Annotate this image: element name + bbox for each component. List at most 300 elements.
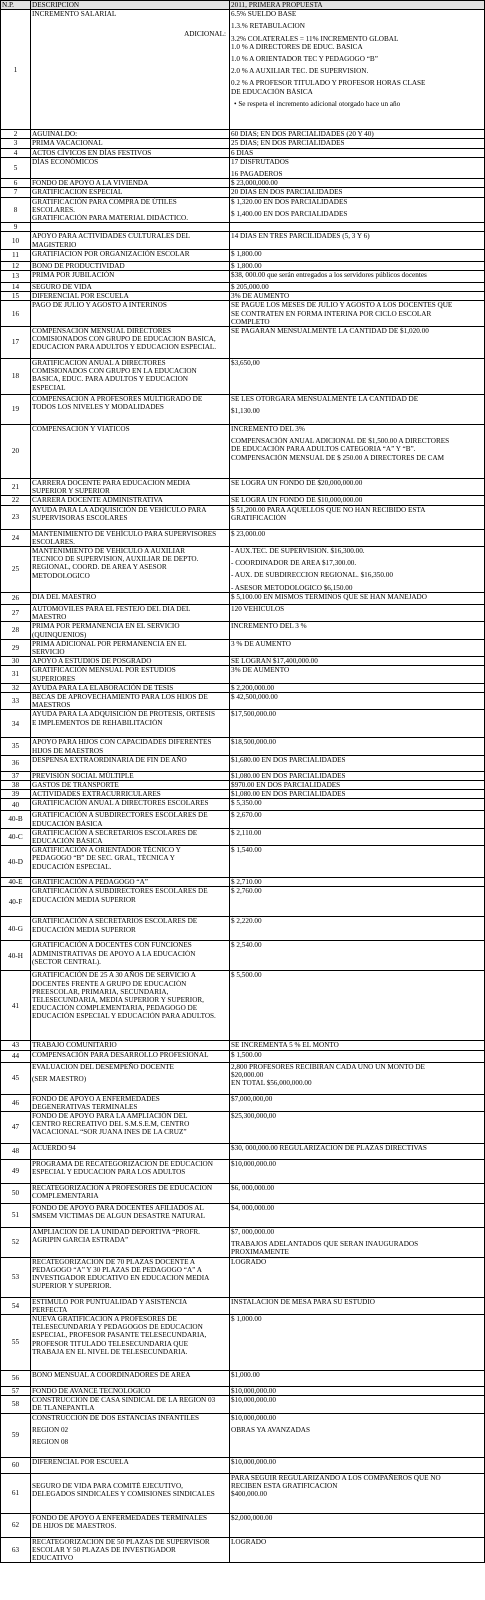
description-line: EVALUACION DEL DESEMPEÑO DOCENTE bbox=[32, 1062, 174, 1071]
table-row bbox=[1, 1111, 485, 1143]
row-proposal bbox=[230, 359, 485, 395]
description-line: EDUCACIÓN ESPECIAL. bbox=[32, 862, 112, 871]
row-proposal bbox=[230, 1386, 485, 1395]
row-description bbox=[31, 828, 230, 845]
proposal-line: PARA SEGUIR REGULARIZANDO A LOS COMPAÑEROS QUE NO bbox=[231, 1473, 441, 1482]
proposal-line: SE PAGARAN MENSUALMENTE LA CANTIDAD DE $1,020.00 bbox=[231, 327, 429, 336]
description-line: MAESTROS bbox=[32, 701, 71, 710]
description-line: ESCOLAR Y 50 PLAZAS DE INVESTIGADOR bbox=[32, 1545, 176, 1554]
proposal-line: $ 5,500.00 bbox=[231, 971, 262, 980]
proposal-line: $ 205,000.00 bbox=[231, 283, 269, 292]
table-row bbox=[1, 179, 485, 188]
row-proposal bbox=[230, 1396, 485, 1413]
table-row bbox=[1, 197, 485, 223]
row-proposal bbox=[230, 683, 485, 692]
row-description bbox=[31, 188, 230, 197]
table-row bbox=[1, 639, 485, 656]
description-line: (SER MAESTRO) bbox=[32, 1074, 87, 1083]
row-description bbox=[31, 292, 230, 301]
description-line: FONDO DE APOYO A ENFERMEDADES TERMINALES bbox=[32, 1513, 207, 1522]
row-proposal bbox=[230, 941, 485, 971]
description-line: TELESECUNDARIA Y PEDAGOGOS DE EDUCACION bbox=[32, 1323, 203, 1332]
proposal-line: 0.2 % A PROFESOR TITULADO Y PROFESOR HORAS CLASE bbox=[231, 79, 426, 88]
row-description bbox=[31, 941, 230, 971]
description-line: RECATEGORIZACION DE 70 PLAZAS DOCENTE A bbox=[32, 1257, 196, 1266]
row-number: 12 bbox=[1, 261, 31, 270]
row-proposal bbox=[230, 327, 485, 359]
row-number: 39 bbox=[1, 790, 31, 799]
row-description bbox=[31, 1227, 230, 1257]
row-proposal bbox=[230, 710, 485, 738]
row-description bbox=[31, 917, 230, 941]
row-number: 40-G bbox=[1, 917, 31, 941]
row-proposal bbox=[230, 179, 485, 188]
table-row bbox=[1, 148, 485, 157]
description-line: ESCOLARES. bbox=[32, 205, 75, 214]
row-number: 54 bbox=[1, 1297, 31, 1314]
description-line: APOYO PARA HIJOS CON CAPACIDADES DIFERENTES bbox=[32, 738, 212, 747]
row-description bbox=[31, 622, 230, 639]
row-proposal bbox=[230, 846, 485, 878]
row-proposal bbox=[230, 496, 485, 505]
table-header-row bbox=[1, 1, 485, 10]
row-proposal bbox=[230, 1050, 485, 1062]
proposal-line: • Se respeta el incremento adicional otorgado hace un año bbox=[234, 99, 401, 108]
row-number: 22 bbox=[1, 496, 31, 505]
description-line: DIA DEL MAESTRO bbox=[32, 592, 97, 601]
row-description bbox=[31, 1041, 230, 1050]
row-number: 35 bbox=[1, 738, 31, 755]
proposal-line: 3% DE AUMENTO bbox=[231, 292, 290, 301]
row-number: 29 bbox=[1, 639, 31, 656]
description-line: EDUCATIVO bbox=[32, 1554, 74, 1562]
table-row bbox=[1, 496, 485, 505]
description-line: REGIONAL, COORD. DE AREA Y ASESOR bbox=[32, 563, 167, 572]
row-proposal bbox=[230, 771, 485, 780]
table-row bbox=[1, 529, 485, 546]
row-number: 60 bbox=[1, 1457, 31, 1473]
description-line: FONDO DE AVANCE TECNOLOGICO bbox=[32, 1386, 151, 1395]
proposal-line: $1,130.00 bbox=[231, 407, 260, 416]
proposal-line: SE LOGRA UN FONDO DE $10,000,000.00 bbox=[231, 496, 363, 505]
row-number: 41 bbox=[1, 971, 31, 1041]
table-row bbox=[1, 232, 485, 249]
description-line: ADMINISTRATIVAS DE APOYO A LA EDUCACIÓN bbox=[32, 949, 196, 958]
row-description bbox=[31, 790, 230, 799]
proposal-line: $ 1,400.00 EN DOS PARCIALIDADES bbox=[231, 209, 348, 218]
description-line: GRATIFICACIÓN A PEDAGOGO “A” bbox=[32, 878, 148, 887]
description-line: AYUDA PARA LA ELABORACIÓN DE TESIS bbox=[32, 683, 174, 692]
row-description bbox=[31, 592, 230, 604]
table-row bbox=[1, 271, 485, 283]
row-description bbox=[31, 1457, 230, 1473]
table-row bbox=[1, 1537, 485, 1563]
description-line: RECATEGORIZACION DE 50 PLAZAS DE SUPERVISOR bbox=[32, 1537, 210, 1546]
table-row bbox=[1, 692, 485, 709]
row-description bbox=[31, 1143, 230, 1159]
row-proposal bbox=[230, 917, 485, 941]
row-number: 40 bbox=[1, 799, 31, 811]
row-proposal bbox=[230, 232, 485, 249]
description-line: PRIMA VACACIONAL bbox=[32, 139, 103, 148]
row-number: 63 bbox=[1, 1537, 31, 1563]
table-row bbox=[1, 878, 485, 887]
row-description bbox=[31, 799, 230, 811]
table-row bbox=[1, 683, 485, 692]
description-line: PROFESOR TITULADO TELESECUNDARIA QUE bbox=[32, 1339, 189, 1348]
row-number: 50 bbox=[1, 1183, 31, 1203]
proposal-line: RECIBEN ESTA GRATIFICACION bbox=[231, 1481, 338, 1490]
row-description bbox=[31, 327, 230, 359]
description-line: DEGENERATIVAS TERMINALES bbox=[32, 1102, 138, 1111]
row-description bbox=[31, 130, 230, 139]
description-line: PREESCOLAR, PRIMARIA, SECUNDARIA, bbox=[32, 987, 169, 996]
row-proposal bbox=[230, 755, 485, 771]
row-number: 43 bbox=[1, 1041, 31, 1050]
description-line: INVESTIGADOR EDUCATIVO EN EDUCACION MEDIA bbox=[32, 1273, 210, 1282]
row-number: 31 bbox=[1, 666, 31, 683]
description-line: FONDO DE APOYO A ENFERMEDADES bbox=[32, 1094, 160, 1103]
description-line: SUPERIOR Y SUPERIOR bbox=[32, 487, 110, 496]
description-line: METODOLOGICO bbox=[32, 571, 90, 580]
row-number: 49 bbox=[1, 1159, 31, 1183]
row-description bbox=[31, 1297, 230, 1314]
row-number: 36 bbox=[1, 755, 31, 771]
description-line: CONSTRUCCION DE CASA SINDICAL DE LA REGION 03 bbox=[32, 1396, 216, 1405]
description-line: REGION 08 bbox=[32, 1438, 69, 1446]
row-description bbox=[31, 1386, 230, 1395]
row-number: 38 bbox=[1, 780, 31, 789]
row-description bbox=[31, 971, 230, 1041]
description-line: ESTIMULO POR PUNTUALIDAD Y ASISTENCIA bbox=[32, 1297, 188, 1306]
description-line: AYUDA PARA LA ADQUISICIÓN DE PROTESIS, ORTESIS bbox=[32, 710, 215, 719]
row-number: 25 bbox=[1, 547, 31, 593]
row-number: 45 bbox=[1, 1062, 31, 1094]
table-row bbox=[1, 249, 485, 261]
proposal-line: LOGRADO bbox=[231, 1257, 267, 1266]
row-number: 23 bbox=[1, 505, 31, 529]
proposal-line: 16 PAGADEROS bbox=[231, 170, 283, 179]
description-line: GRATIFICACIÓN PARA COMPRA DE ÚTILES bbox=[32, 197, 177, 206]
row-description bbox=[31, 1094, 230, 1111]
description-line: TECNICO DE SUPERVISION, AUXILIAR DE DEPTO. bbox=[32, 555, 199, 564]
table-row bbox=[1, 828, 485, 845]
description-line: GRATIFICACIÓN A SUBDIRECTORES ESCOLARES DE bbox=[32, 811, 208, 820]
row-number: 20 bbox=[1, 425, 31, 479]
proposal-line: COMPENSACIÓN ANUAL ADICIONAL DE $1,500.00 A DIRECTORES bbox=[231, 437, 450, 446]
row-number: 14 bbox=[1, 283, 31, 292]
description-line: ACUERDO 94 bbox=[32, 1143, 76, 1152]
row-proposal bbox=[230, 1159, 485, 1183]
description-line: COMISIONADOS CON GRUPO EN LA EDUCACION bbox=[32, 367, 197, 376]
row-proposal bbox=[230, 292, 485, 301]
description-line: SMSEM VICTIMAS DE ALGUN DESASTRE NATURAL bbox=[32, 1212, 205, 1221]
proposal-line: $3,650,00 bbox=[231, 359, 260, 368]
proposal-line: $30, 000,000.00 REGULARIZACION DE PLAZAS DIRECTIVAS bbox=[231, 1143, 427, 1152]
proposal-line: $1,000.00 bbox=[231, 1370, 260, 1379]
row-proposal bbox=[230, 1370, 485, 1386]
proposal-line: 17 DISFRUTADOS bbox=[231, 157, 289, 166]
description-line: DE HIJOS DE MAESTROS. bbox=[32, 1521, 117, 1530]
table-row bbox=[1, 261, 485, 270]
row-description bbox=[31, 1314, 230, 1370]
description-line: PRIMA ADICIONAL POR PERMANENCIA EN EL bbox=[32, 639, 187, 648]
description-line: GRATIFICACIÓN DE 25 A 30 AÑOS DE SERVICIO A bbox=[32, 971, 196, 980]
row-number: 48 bbox=[1, 1143, 31, 1159]
row-description bbox=[31, 547, 230, 593]
description-line: EDUCACIÓN COMPLEMENTARIA, PEDAGOGO DE bbox=[32, 1004, 198, 1013]
proposal-line: 3.2% COLATERALES = 11% INCREMENTO GLOBAL bbox=[231, 34, 399, 43]
proposal-line: INCREMENTO DEL 3% bbox=[231, 425, 305, 434]
description-line: GRATIFICACIÓN A ORIENTADOR TÉCNICO Y bbox=[32, 846, 181, 855]
row-proposal bbox=[230, 622, 485, 639]
row-proposal bbox=[230, 1537, 485, 1563]
table-row bbox=[1, 771, 485, 780]
row-description bbox=[31, 683, 230, 692]
description-line: CONSTRUCCION DE DOS ESTANCIAS INFANTILES bbox=[32, 1413, 200, 1422]
proposal-line: $18,500,000.00 bbox=[231, 738, 276, 747]
row-proposal bbox=[230, 971, 485, 1041]
row-description bbox=[31, 771, 230, 780]
proposal-line: $10,000,000.00 bbox=[231, 1413, 276, 1422]
proposal-line: $ 1,000.00 bbox=[231, 1314, 262, 1323]
description-line: COMPENSACIÓN PARA DESARROLLO PROFESIONAL bbox=[32, 1050, 209, 1059]
row-description bbox=[31, 1159, 230, 1183]
description-line: (QUINQUENIOS) bbox=[32, 630, 87, 639]
table-row bbox=[1, 1386, 485, 1395]
row-proposal bbox=[230, 197, 485, 223]
row-proposal bbox=[230, 1062, 485, 1094]
proposal-line: INSTALACION DE MESA PARA SU ESTUDIO bbox=[231, 1297, 375, 1306]
description-line: MAGISTERIO bbox=[32, 240, 77, 249]
row-description bbox=[31, 529, 230, 546]
description-line: AMPLIACION DE LA UNIDAD DEPORTIVA “PROFR. bbox=[32, 1227, 200, 1236]
table-row bbox=[1, 1094, 485, 1111]
row-description bbox=[31, 505, 230, 529]
row-proposal bbox=[230, 878, 485, 887]
description-line: AGUINALDO: bbox=[32, 130, 78, 139]
row-number: 52 bbox=[1, 1227, 31, 1257]
proposal-line: $1,680.00 EN DOS PARCIALIDADES bbox=[231, 755, 346, 764]
row-proposal bbox=[230, 395, 485, 425]
proposal-line: 1.0 % A ORIENTADOR TEC Y PEDAGOGO “B” bbox=[231, 55, 378, 64]
np-header: N.P. bbox=[1, 1, 31, 10]
description-line: SEGURO DE VIDA PARA COMITÉ EJECUTIVO, bbox=[32, 1481, 183, 1490]
proposal-line: 14 DIAS EN TRES PARCILIDADES (5, 3 Y 6) bbox=[231, 232, 370, 241]
row-description bbox=[31, 10, 230, 130]
row-number: 53 bbox=[1, 1257, 31, 1297]
proposal-line: $ 2,670.00 bbox=[231, 811, 262, 820]
row-number: 46 bbox=[1, 1094, 31, 1111]
proposal-line: - COORDINADOR DE AREA $17,300.00. bbox=[231, 559, 357, 568]
proposal-line: $10,000,000.00 bbox=[231, 1457, 276, 1466]
row-number: 47 bbox=[1, 1111, 31, 1143]
proposal-line: $10,000,000.00 bbox=[231, 1396, 276, 1405]
proposal-line: $1,080.00 EN DOS PARCIALIDADES bbox=[231, 771, 346, 780]
row-proposal bbox=[230, 1473, 485, 1513]
row-number: 59 bbox=[1, 1413, 31, 1457]
table-row bbox=[1, 10, 485, 130]
proposal-line: $ 1,500.00 bbox=[231, 1050, 262, 1059]
row-number: 40-C bbox=[1, 828, 31, 845]
row-description bbox=[31, 755, 230, 771]
table-row bbox=[1, 425, 485, 479]
row-proposal bbox=[230, 157, 485, 178]
table-row bbox=[1, 604, 485, 621]
row-proposal bbox=[230, 1183, 485, 1203]
table-row bbox=[1, 799, 485, 811]
row-proposal bbox=[230, 666, 485, 683]
description-line: CARRERA DOCENTE ADMINISTRATIVA bbox=[32, 496, 163, 505]
row-proposal bbox=[230, 1094, 485, 1111]
table-row bbox=[1, 971, 485, 1041]
row-proposal bbox=[230, 139, 485, 148]
row-description bbox=[31, 1513, 230, 1537]
row-description bbox=[31, 639, 230, 656]
description-line: FONDO DE APOYO PARA LA AMPLIACIÓN DEL bbox=[32, 1111, 188, 1120]
row-proposal bbox=[230, 1297, 485, 1314]
row-number: 4 bbox=[1, 148, 31, 157]
row-description bbox=[31, 395, 230, 425]
row-proposal bbox=[230, 799, 485, 811]
proposal-line: DE EDUCACIÓN PARA ADULTOS CATEGORIA “A” Y “B”. bbox=[231, 445, 416, 454]
proposal-line: $7,000,000,00 bbox=[231, 1094, 273, 1103]
proposal-line: 6 DIAS bbox=[231, 148, 254, 157]
row-description bbox=[31, 197, 230, 223]
proposal-line: $6, 000,000.00 bbox=[231, 1183, 275, 1192]
description-line: (SECTOR CENTRAL). bbox=[32, 957, 101, 966]
description-line: PEDAGOGO “A” Y 30 PLAZAS DE PEDAGOGO “A” A bbox=[32, 1265, 202, 1274]
proposal-line: $38, 000.00 que serán entregados a los servidores públicos docentes bbox=[231, 271, 427, 280]
description-line: BASICA, EDUC. PARA ADULTOS Y EDUCACION bbox=[32, 375, 188, 384]
row-number: 40-B bbox=[1, 811, 31, 828]
proposal-line: COMPENSACIÓN MENSUAL DE $ 250.00 A DIRECTORES DE CAM bbox=[231, 453, 445, 462]
row-proposal bbox=[230, 1227, 485, 1257]
row-number: 19 bbox=[1, 395, 31, 425]
row-description bbox=[31, 425, 230, 479]
description-line: GRATIFICACIÓN PARA MATERIAL DIDÁCTICO. bbox=[32, 214, 189, 223]
table-row bbox=[1, 130, 485, 139]
row-description bbox=[31, 878, 230, 887]
row-number: 7 bbox=[1, 188, 31, 197]
proposal-line: SE LES OTORGARA MENSUALMENTE LA CANTIDAD DE bbox=[231, 395, 419, 404]
row-description bbox=[31, 271, 230, 283]
row-number: 28 bbox=[1, 622, 31, 639]
description-line: EDUCACIÓN ESPECIAL Y EDUCACIÓN PARA ADULTOS. bbox=[32, 1012, 216, 1021]
row-proposal bbox=[230, 1111, 485, 1143]
row-proposal bbox=[230, 738, 485, 755]
table-row bbox=[1, 1473, 485, 1513]
table-row bbox=[1, 157, 485, 178]
row-proposal bbox=[230, 1203, 485, 1227]
row-description bbox=[31, 604, 230, 621]
row-number: 62 bbox=[1, 1513, 31, 1537]
description-line: GRATIFICACIÓN A SECRETARIOS ESCOLARES DE bbox=[32, 917, 198, 926]
table-row bbox=[1, 505, 485, 529]
description-line: PEDAGOGO “B” DE SEC. GRAL, TÉCNICA Y bbox=[32, 854, 175, 863]
proposal-line: SE INCREMENTA 5 % EL MONTO bbox=[231, 1041, 339, 1050]
description-line: GRATIFICACIÓN A DOCENTES CON FUNCIONES bbox=[32, 941, 192, 950]
row-number: 2 bbox=[1, 130, 31, 139]
description-line: SUPERIOR Y SUPERIOR. bbox=[32, 1282, 112, 1291]
proposal-line: 25 DIAS; EN DOS PARCIALIDADES bbox=[231, 139, 345, 148]
description-line: COMISIONADOS CON GRUPO DE EDUCACION BASICA, bbox=[32, 335, 216, 344]
description-line: DÍAS ECONÓMICOS bbox=[32, 157, 99, 166]
table-row bbox=[1, 1183, 485, 1203]
row-proposal bbox=[230, 604, 485, 621]
proposal-line: 20 DIAS EN DOS PARCIALIDADES bbox=[231, 188, 343, 197]
description-line: APOYO PARA ACTIVIDADES CULTURALES DEL bbox=[32, 232, 191, 241]
table-row bbox=[1, 846, 485, 878]
proposal-line: $1,080.00 EN DOS PARCIALIDADES bbox=[231, 790, 346, 799]
table-row bbox=[1, 1413, 485, 1457]
row-number: 11 bbox=[1, 249, 31, 261]
table-row bbox=[1, 1457, 485, 1473]
row-description bbox=[31, 139, 230, 148]
row-description bbox=[31, 1257, 230, 1297]
description-line: GRATIFICACIÓN ANUAL A DIRECTORES ESCOLARES bbox=[32, 799, 209, 808]
description-line: EDUCACIÓN BÁSICA bbox=[32, 836, 103, 845]
row-proposal bbox=[230, 887, 485, 917]
row-description bbox=[31, 1473, 230, 1513]
row-description bbox=[31, 496, 230, 505]
row-description bbox=[31, 657, 230, 666]
row-number: 55 bbox=[1, 1314, 31, 1370]
description-line: AGRIPIN GARCIA ESTRADA” bbox=[32, 1236, 129, 1245]
proposal-line: $20,000.00 bbox=[231, 1070, 264, 1079]
row-proposal bbox=[230, 249, 485, 261]
description-line: CARRERA DOCENTE PARA EDUCACION MEDIA bbox=[32, 479, 191, 488]
row-number: 18 bbox=[1, 359, 31, 395]
description-line: EDUCACIÓN MEDIA SUPERIOR bbox=[32, 925, 136, 934]
table-row bbox=[1, 710, 485, 738]
row-description bbox=[31, 232, 230, 249]
description-line: NUEVA GRATIFICACION A PROFESORES DE bbox=[32, 1314, 177, 1323]
table-row bbox=[1, 1041, 485, 1050]
proposal-line: $ 1,320.00 EN DOS PARCIALIDADES bbox=[231, 197, 348, 206]
table-row bbox=[1, 139, 485, 148]
description-line: DE TLANEPANTLA bbox=[32, 1404, 95, 1413]
row-number: 40-D bbox=[1, 846, 31, 878]
row-proposal bbox=[230, 529, 485, 546]
table-row bbox=[1, 941, 485, 971]
row-proposal bbox=[230, 130, 485, 139]
row-number: 6 bbox=[1, 179, 31, 188]
row-number: 17 bbox=[1, 327, 31, 359]
proposal-line: $4, 000,000.00 bbox=[231, 1203, 275, 1212]
proposal-line: 3% DE AUMENTO bbox=[231, 666, 290, 675]
proposal-line: $ 5,350.00 bbox=[231, 799, 262, 808]
proposal-line: INCREMENTO DEL 3 % bbox=[231, 622, 307, 631]
description-line: DIFERENCIAL POR ESCUELA bbox=[32, 1457, 129, 1466]
table-row bbox=[1, 188, 485, 197]
description-line: AYUDA PARA LA ADQUISICIÓN DE VEHÍCULO PARA bbox=[32, 505, 207, 514]
description-line: DIFERENCIAL POR ESCUELA bbox=[32, 292, 129, 301]
description-line: GRATIFICACION ANUAL A DIRECTORES bbox=[32, 359, 166, 368]
row-description bbox=[31, 1050, 230, 1062]
row-description bbox=[31, 1370, 230, 1386]
description-line: TRABAJO COMUNITARIO bbox=[32, 1041, 117, 1050]
row-proposal bbox=[230, 479, 485, 496]
row-proposal bbox=[230, 639, 485, 656]
row-proposal bbox=[230, 283, 485, 292]
proposal-line: 3 % DE AUMENTO bbox=[231, 639, 291, 648]
proposal-line: GRATIFICACIÓN bbox=[231, 513, 287, 522]
row-description bbox=[31, 1203, 230, 1227]
row-proposal bbox=[230, 780, 485, 789]
proposal-line: $17,500,000.00 bbox=[231, 710, 276, 719]
row-proposal bbox=[230, 1257, 485, 1297]
